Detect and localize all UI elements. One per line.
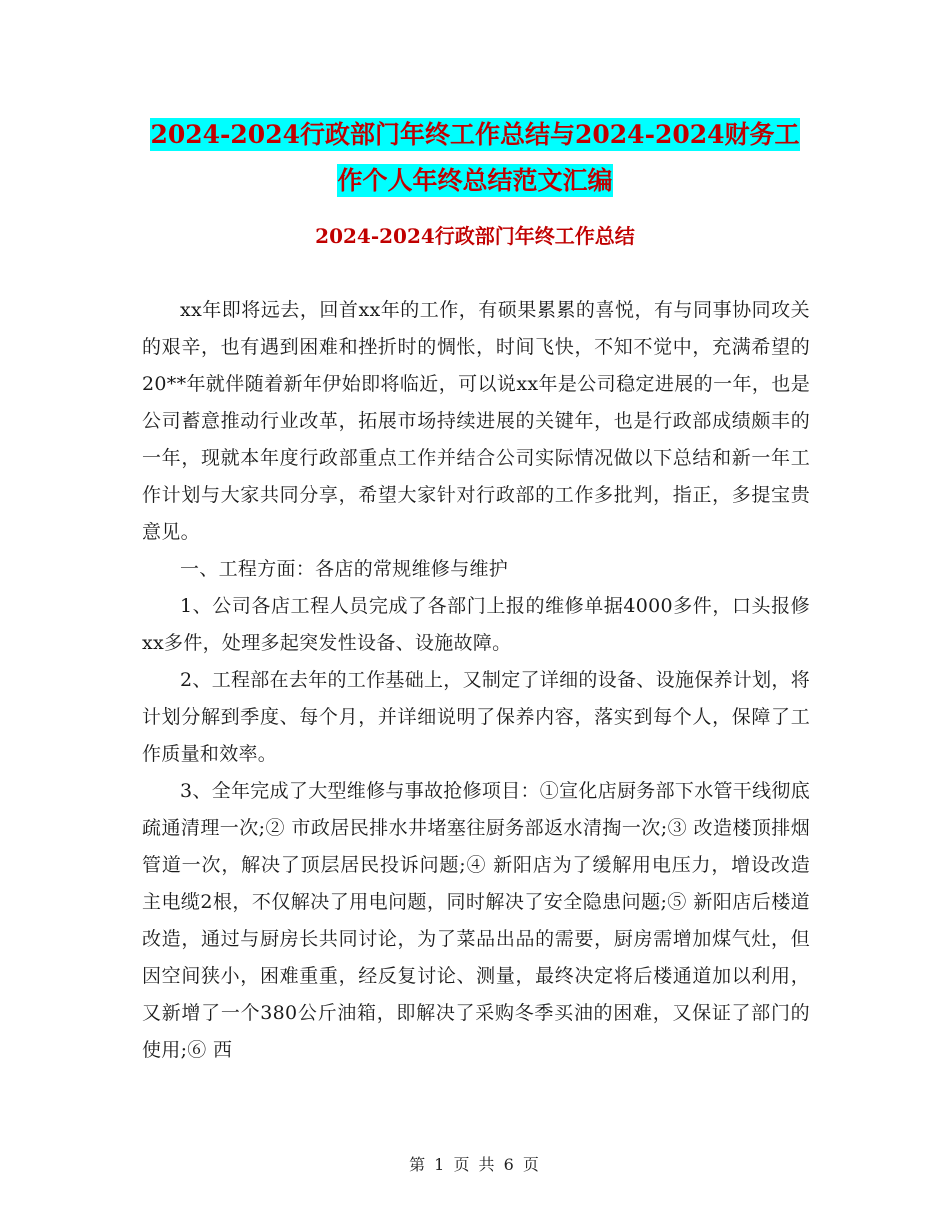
paragraph-heading-engineering: 一、工程方面：各店的常规维修与维护: [180, 558, 509, 580]
document-title-line-1: 2024-2024行政部门年终工作总结与2024-2024财务工: [150, 120, 800, 149]
paragraph-item-1: 1、公司各店工程人员完成了各部门上报的维修单据4000多件，口头报修xx多件，处理多起突发性设备、设施故障。: [142, 595, 810, 654]
page-footer: 第 1 页 共 6 页: [409, 1155, 541, 1174]
paragraph-item-3: 3、全年完成了大型维修与事故抢修项目：①宣化店厨务部下水管干线彻底疏通清理一次;② 市政居民排水井堵塞往厨务部返水清掏一次;③ 改造楼顶排烟管道一次，解决了顶层居民投诉问题;④ 新阳店为了缓解用电压力，增设改造主电缆2根，不仅解决了用电问题，同时解决了安全隐患问题;⑤ 新阳店后楼道改造，通过与厨房长共同讨论，为了菜品出品的需要，厨房需增加煤气灶，但因空间狭小，困难重重，经反复讨论、测量，最终决定将后楼通道加以利用，又新增了一个380公斤油箱，即解决了采购冬季买油的困难，又保证了部门的使用;⑥ 西: [142, 780, 810, 1061]
body-text: [142, 292, 810, 1069]
paragraph-intro: xx年即将远去，回首xx年的工作，有硕果累累的喜悦，有与同事协同攻关的艰辛，也有遇到困难和挫折时的惆怅，时间飞快，不知不觉中，充满希望的20**年就伴随着新年伊始即将临近，可以说xx年是公司稳定进展的一年，也是公司蓄意推动行业改革，拓展市场持续进展的关键年，也是行政部成绩颇丰的一年，现就本年度行政部重点工作并结合公司实际情况做以下总结和新一年工作计划与大家共同分享，希望大家针对行政部的工作多批判，指正，多提宝贵意见。: [142, 299, 810, 543]
paragraph-item-2: 2、工程部在去年的工作基础上，又制定了详细的设备、设施保养计划，将计划分解到季度、每个月，并详细说明了保养内容，落实到每个人，保障了工作质量和效率。: [142, 669, 810, 765]
document-title: [100, 112, 850, 204]
document-title-line-2: 作个人年终总结范文汇编: [337, 166, 613, 195]
section-title: 2024-2024行政部门年终工作总结: [315, 224, 635, 248]
